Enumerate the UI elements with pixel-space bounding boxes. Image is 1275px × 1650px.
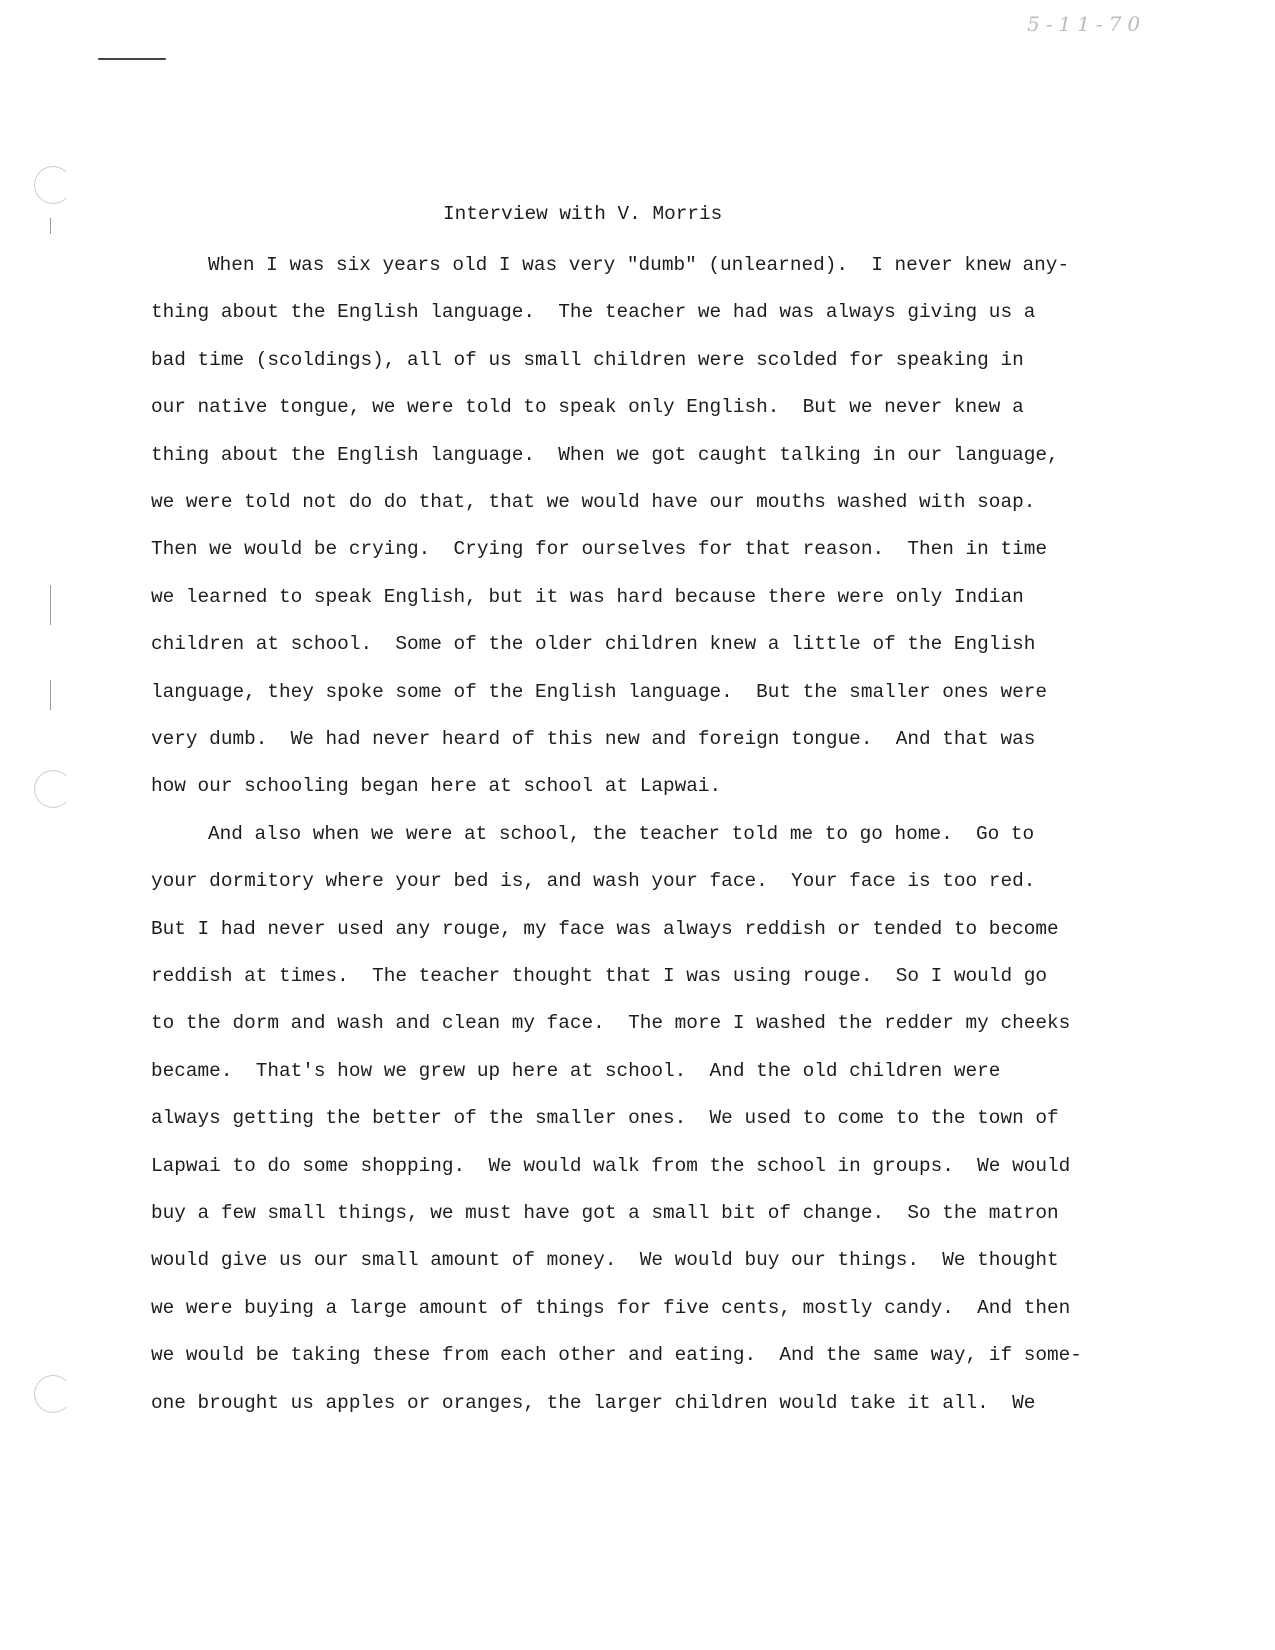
text-line: Lapwai to do some shopping. We would walk from the school in groups. We would: [151, 1154, 1071, 1177]
text-line: buy a few small things, we must have got a small bit of change. So the matron: [151, 1202, 1059, 1224]
margin-mark: [50, 218, 51, 234]
paragraph-first-line: When I was six years old I was very "dumb" (unlearned). I never knew any-: [208, 254, 1070, 276]
paragraph-first-line: And also when we were at school, the teacher told me to go home. Go to: [208, 822, 1035, 845]
document-title: Interview with V. Morris: [443, 203, 723, 225]
margin-mark: [50, 585, 51, 625]
text-line: to the dorm and wash and clean my face. The more I washed the redder my cheeks: [151, 1012, 1071, 1035]
text-line: bad time (scoldings), all of us small children were scolded for speaking in: [151, 348, 1024, 371]
punch-hole: [34, 166, 72, 204]
text-line: language, they spoke some of the English language. But the smaller ones were: [151, 680, 1047, 703]
text-line: we learned to speak English, but it was hard because there were only Indian: [151, 585, 1024, 608]
text-line: children at school. Some of the older children knew a little of the English: [151, 633, 1036, 656]
margin-mark: [50, 680, 51, 710]
handwritten-date: 5-11-70: [1027, 12, 1147, 36]
text-line: your dormitory where your bed is, and wash your face. Your face is too red.: [151, 870, 1036, 893]
text-line: we would be taking these from each other and eating. And the same way, if some-: [151, 1344, 1082, 1367]
punch-hole: [34, 1375, 72, 1413]
text-line: we were buying a large amount of things for five cents, mostly candy. And then: [151, 1296, 1071, 1319]
text-line: how our schooling began here at school at Lapwai.: [151, 775, 722, 798]
punch-hole: [34, 770, 72, 808]
pen-mark: [98, 58, 166, 60]
text-line: one brought us apples or oranges, the larger children would take it all. We: [151, 1391, 1036, 1414]
text-line: thing about the English language. When we got caught talking in our language,: [151, 443, 1059, 466]
text-line: always getting the better of the smaller ones. We used to come to the town of: [151, 1107, 1059, 1130]
text-line: very dumb. We had never heard of this new and foreign tongue. And that was: [151, 728, 1036, 750]
text-line: would give us our small amount of money. We would buy our things. We thought: [151, 1249, 1059, 1272]
text-line: our native tongue, we were told to speak only English. But we never knew a: [151, 396, 1024, 419]
text-line: became. That's how we grew up here at school. And the old children were: [151, 1059, 1001, 1082]
text-line: Then we would be crying. Crying for ourselves for that reason. Then in time: [151, 538, 1047, 561]
text-line: But I had never used any rouge, my face was always reddish or tended to become: [151, 917, 1059, 940]
text-line: thing about the English language. The teacher we had was always giving us a: [151, 301, 1036, 324]
text-line: we were told not do do that, that we would have our mouths washed with soap.: [151, 491, 1036, 513]
text-line: reddish at times. The teacher thought that I was using rouge. So I would go: [151, 965, 1047, 987]
